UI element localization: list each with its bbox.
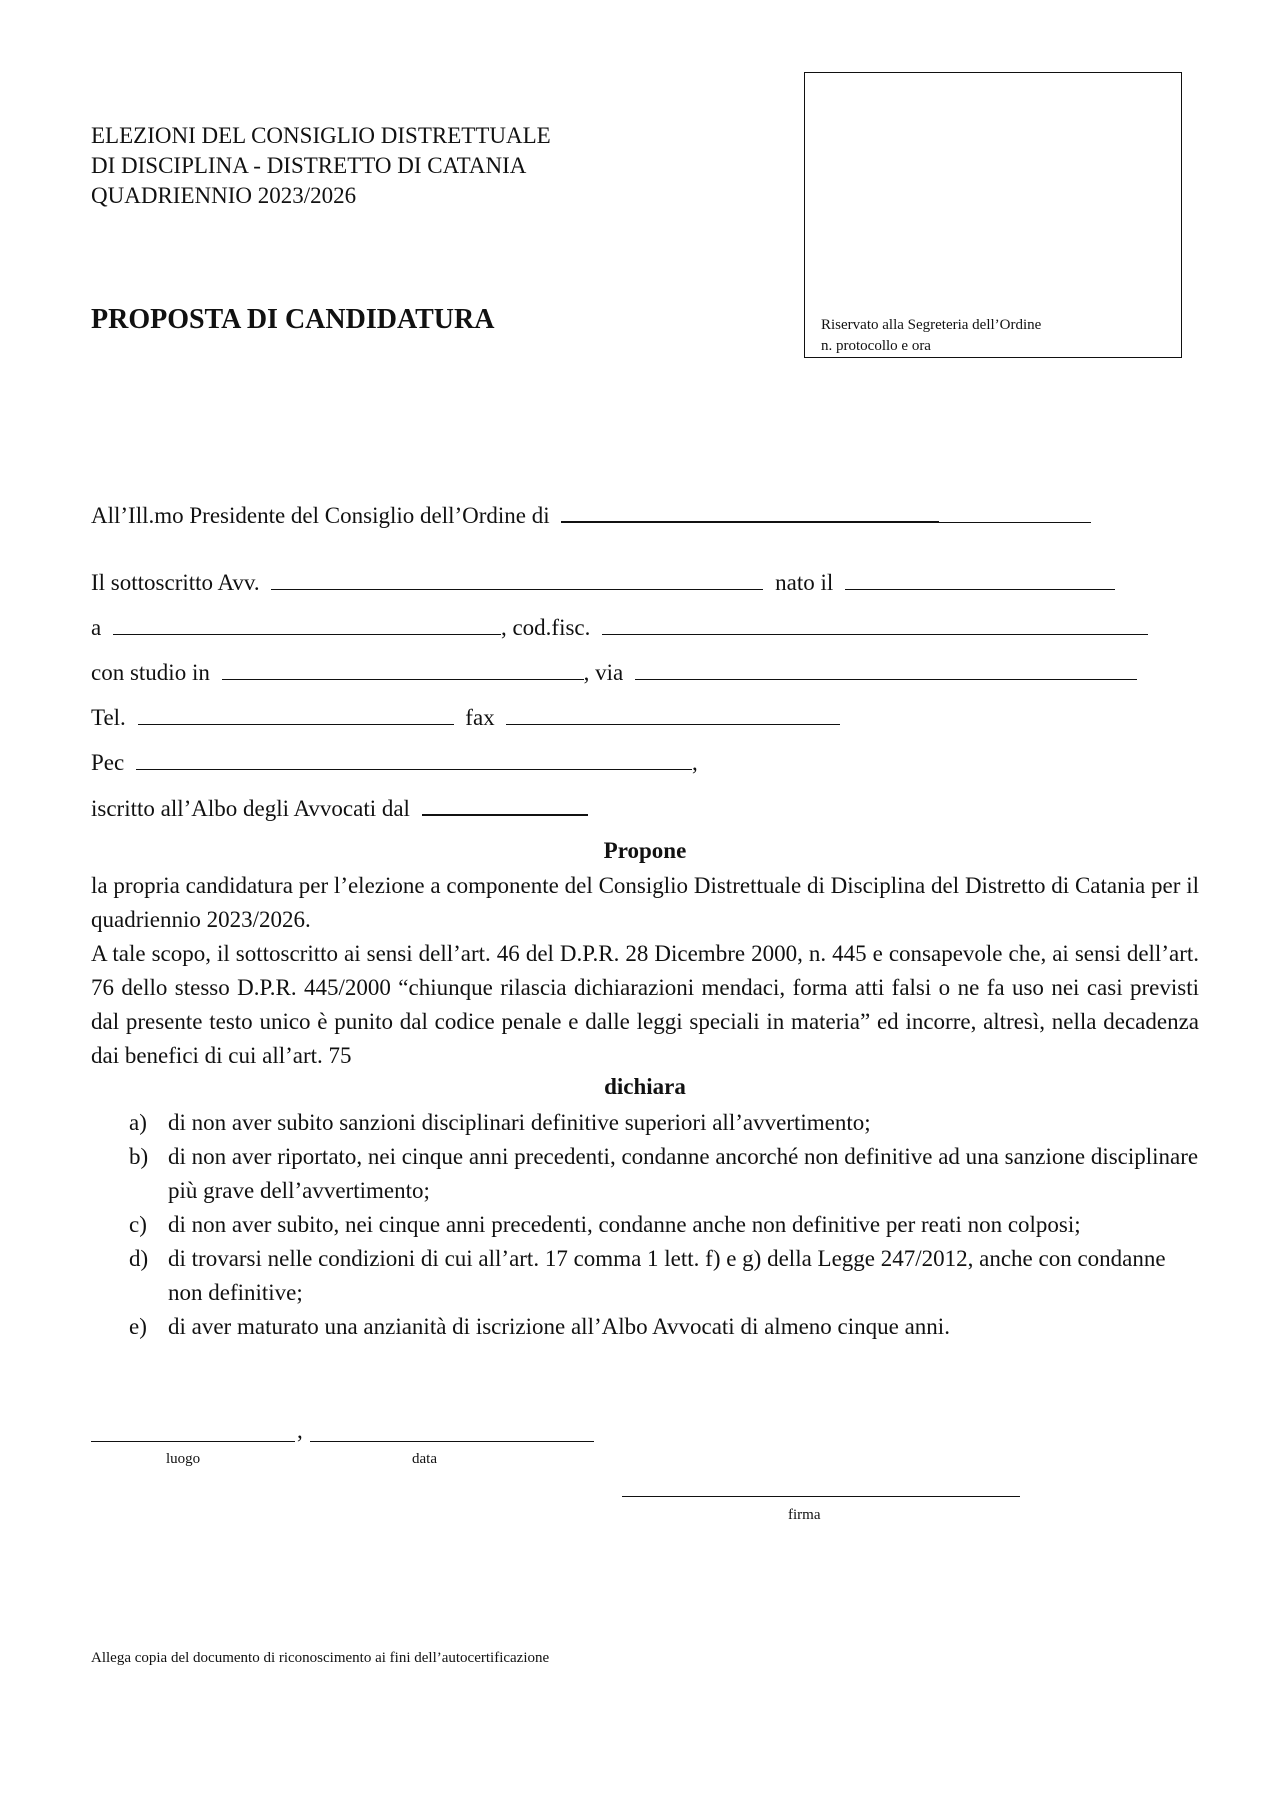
- born-on-label: nato il: [775, 570, 834, 595]
- birthplace-row: [91, 612, 1148, 643]
- declaration-intro-paragraph: A tale scopo, il sottoscritto ai sensi dell’art. 46 del D.P.R. 28 Dicembre 2000, n. 445 e consapevole che, ai sensi dell’art. 76 dello stesso D.P.R. 445/2000 “chiunque rilascia dichiarazioni mendaci, forma atti falsi o ne fa uso nei casi previsti dal presente testo unico è punito dal codice penale e dalle leggi speciali in materia” ed incorre, altresì, nella decadenza dai benefici di cui all’art. 75: [91, 941, 1199, 1068]
- header-line-1: ELEZIONI DEL CONSIGLIO DISTRETTUALE: [91, 123, 551, 148]
- registration-row: [91, 792, 588, 824]
- signature-label: firma: [788, 1507, 821, 1523]
- place-date-separator: ,: [297, 1418, 303, 1443]
- signature-field[interactable]: [622, 1496, 1020, 1497]
- date-field[interactable]: [310, 1441, 594, 1442]
- list-item: [91, 1242, 1199, 1310]
- attachment-note: Allega copia del documento di riconoscimento ai fini dell’autocertificazione: [91, 1650, 550, 1666]
- addressee-row: [91, 499, 1091, 531]
- list-item-text: di trovarsi nelle condizioni di cui all’art. 17 comma 1 lett. f) e g) della Legge 247/2012, anche con condanne non definitive;: [168, 1246, 1166, 1305]
- registration-date-field[interactable]: [422, 792, 588, 816]
- born-in-label: a: [91, 615, 102, 640]
- undersigned-label: Il sottoscritto Avv.: [91, 570, 260, 595]
- list-item: [91, 1140, 1199, 1208]
- phone-row: [91, 702, 840, 733]
- pec-field[interactable]: [136, 747, 692, 770]
- order-city-field-extension[interactable]: [939, 500, 1091, 523]
- dichiara-heading: dichiara: [604, 1074, 686, 1099]
- pec-label: Pec: [91, 750, 125, 775]
- list-marker: b): [129, 1144, 149, 1169]
- tax-code-field[interactable]: [602, 612, 1148, 635]
- list-item: [91, 1208, 1199, 1242]
- reserved-office-box: [804, 72, 1182, 358]
- document-title: PROPOSTA DI CANDIDATURA: [91, 304, 495, 335]
- lawyer-name-field[interactable]: [271, 567, 763, 590]
- street-field[interactable]: [635, 657, 1137, 680]
- undersigned-row: [91, 567, 1115, 598]
- list-item-text: di non aver riportato, nei cinque anni precedenti, condanne ancorché non definitive ad una sanzione disciplinare più grave dell’avvertimento;: [168, 1144, 1199, 1203]
- list-item-text: di aver maturato una anzianità di iscrizione all’Albo Avvocati di almeno cinque anni.: [168, 1314, 950, 1339]
- election-header: [91, 121, 551, 211]
- street-label: , via: [583, 660, 624, 685]
- office-in-label: con studio in: [91, 660, 210, 685]
- list-marker: d): [129, 1246, 149, 1271]
- tel-field[interactable]: [138, 702, 454, 725]
- office-city-field[interactable]: [222, 657, 584, 680]
- tel-label: Tel.: [91, 705, 126, 730]
- declaration-list: [91, 1106, 1199, 1344]
- addressee-label: All’Ill.mo Presidente del Consiglio dell’Ordine di: [91, 503, 550, 528]
- registered-label: iscritto all’Albo degli Avvocati dal: [91, 796, 410, 821]
- list-item: [91, 1310, 1199, 1344]
- office-row: [91, 657, 1137, 688]
- list-marker: e): [129, 1314, 147, 1339]
- header-line-2: DI DISCIPLINA - DISTRETTO DI CATANIA: [91, 153, 527, 178]
- protocol-label: n. protocollo e ora: [821, 338, 931, 354]
- pec-row: [91, 747, 698, 778]
- reserved-box-label: Riservato alla Segreteria dell’Ordine: [821, 317, 1042, 333]
- fax-label: fax: [465, 705, 495, 730]
- list-marker: c): [129, 1212, 147, 1237]
- place-label: luogo: [166, 1451, 201, 1467]
- order-city-field[interactable]: [561, 499, 939, 523]
- tax-code-label: , cod.fisc.: [500, 615, 591, 640]
- date-label: data: [412, 1451, 437, 1467]
- fax-field[interactable]: [506, 702, 840, 725]
- pec-comma: ,: [691, 750, 698, 775]
- candidacy-paragraph: la propria candidatura per l’elezione a componente del Consiglio Distrettuale di Disciplina del Distretto di Catania per il quadriennio 2023/2026.: [91, 873, 1199, 932]
- birthplace-field[interactable]: [113, 612, 501, 635]
- place-field[interactable]: [91, 1441, 295, 1442]
- list-item-text: di non aver subito, nei cinque anni precedenti, condanne anche non definitive per reati non colposi;: [168, 1212, 1081, 1237]
- list-item: [91, 1106, 1199, 1140]
- list-marker: a): [129, 1110, 147, 1135]
- birth-date-field[interactable]: [845, 567, 1115, 590]
- header-line-3: QUADRIENNIO 2023/2026: [91, 183, 357, 208]
- propone-heading: Propone: [603, 838, 687, 863]
- list-item-text: di non aver subito sanzioni disciplinari definitive superiori all’avvertimento;: [168, 1110, 871, 1135]
